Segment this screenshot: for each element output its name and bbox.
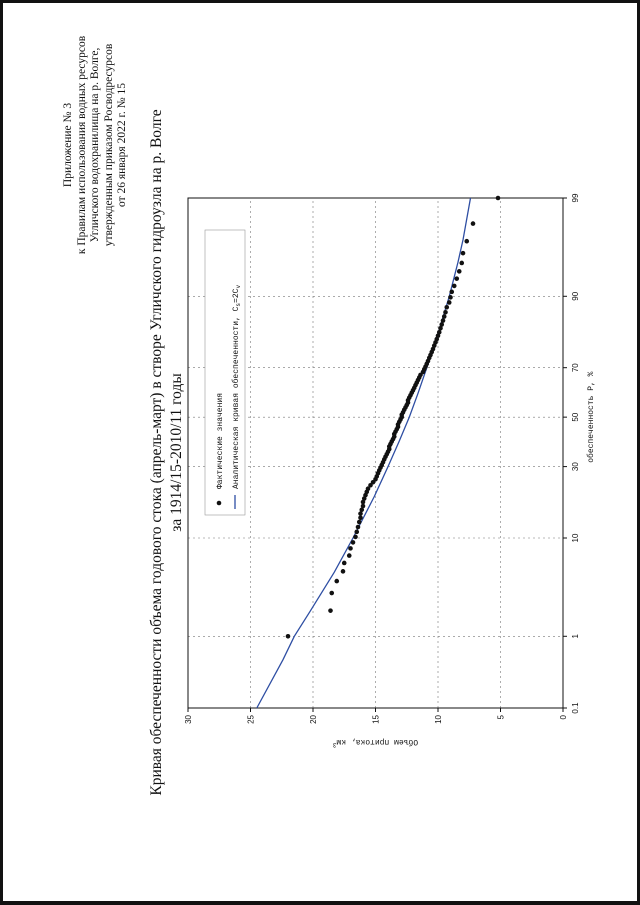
chart-title-line-1: Кривая обеспеченности объема годового стока (апрель-март) в створе Угличского гидроузла на р. Волге — [148, 109, 165, 796]
legend-label-curve-sub1: s — [235, 302, 242, 307]
series-line-analytic-curve — [257, 198, 471, 708]
legend-label-curve-text: Аналитическая кривая обеспеченности, C — [232, 306, 241, 489]
data-point — [328, 608, 333, 613]
annex-line-3: Угличского водохранилища на р. Волге, — [89, 47, 101, 243]
data-point — [361, 504, 366, 509]
chart-title-line-2: за 1914/15-2010/11 годы — [168, 373, 185, 532]
y-tick-label: 5 — [496, 715, 506, 720]
data-point — [461, 251, 466, 256]
y-tick-label: 0 — [559, 715, 568, 720]
data-point — [347, 553, 352, 558]
data-point — [444, 305, 449, 310]
data-point — [286, 634, 291, 639]
data-point — [437, 330, 442, 335]
data-point — [454, 276, 459, 281]
data-point — [354, 530, 359, 535]
annex-line-1: Приложение № 3 — [62, 102, 74, 188]
data-point — [334, 579, 339, 584]
data-point — [443, 310, 448, 315]
data-point — [358, 511, 363, 516]
data-point — [459, 261, 464, 266]
x-axis-label: обеспеченность P, % — [587, 371, 596, 463]
data-point — [353, 535, 358, 540]
data-point — [341, 569, 346, 574]
data-point — [471, 221, 476, 226]
y-axis-label-superscript: 3 — [332, 741, 337, 748]
data-point — [357, 520, 362, 525]
x-tick-label: 70 — [571, 363, 580, 373]
x-tick-label: 90 — [571, 291, 580, 301]
x-tick-label: 10 — [571, 533, 580, 543]
y-tick-label: 20 — [309, 715, 318, 724]
x-tick-label: 0.1 — [571, 702, 580, 714]
data-point — [442, 314, 447, 319]
data-point — [441, 318, 446, 323]
legend-label-curve — [232, 285, 242, 489]
y-tick-label: 10 — [434, 715, 443, 724]
data-point — [448, 295, 453, 300]
data-point — [356, 525, 361, 530]
data-point — [348, 546, 353, 551]
annex-line-4: утвержденным приказом Росводресурсов — [102, 43, 115, 247]
y-tick-label: 25 — [246, 715, 256, 724]
data-point — [342, 561, 347, 566]
y-axis-label-main: Объем притока, км — [336, 737, 419, 746]
x-tick-label: 1 — [571, 634, 580, 639]
data-point — [452, 284, 457, 289]
data-point — [496, 196, 501, 201]
legend-label-curve-sub2: v — [235, 284, 242, 289]
legend-label-points: Фактические значения — [216, 392, 225, 489]
data-point — [329, 591, 334, 596]
data-point — [351, 540, 356, 545]
data-point — [449, 290, 454, 295]
y-tick-label: 30 — [184, 715, 193, 724]
legend-point-marker — [217, 501, 222, 506]
x-tick-label: 30 — [571, 462, 580, 472]
annex-line-2: к Правилам использования водных ресурсов — [75, 35, 88, 255]
x-tick-label: 99 — [571, 193, 580, 203]
data-point — [464, 239, 469, 244]
data-point — [358, 515, 363, 520]
data-point — [447, 300, 452, 305]
y-tick-label: 15 — [371, 715, 381, 724]
x-tick-label: 50 — [571, 412, 580, 422]
data-point — [457, 269, 462, 274]
legend-label-curve-mid: =2C — [232, 288, 241, 303]
data-point — [439, 322, 444, 327]
annex-line-5: от 26 января 2022 г. № 15 — [116, 83, 128, 208]
y-axis-label — [332, 737, 418, 748]
